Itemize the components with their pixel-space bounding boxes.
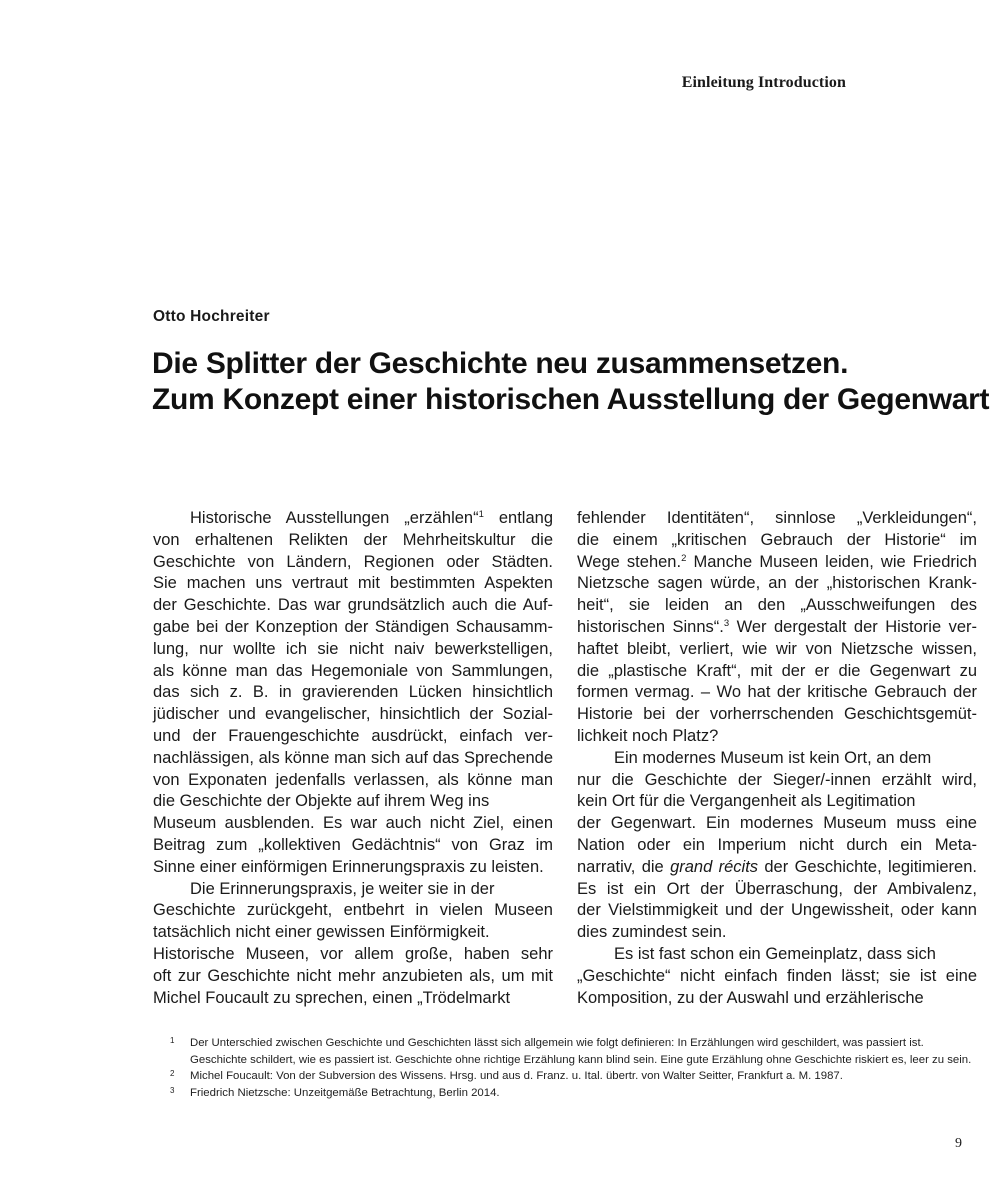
footnote bbox=[170, 1085, 970, 1102]
text-line: von erhaltenen Relikten der Mehrheitskultur die bbox=[153, 530, 553, 549]
text-line: lung, nur wollte ich sie nicht naiv bewerkstelligen, bbox=[153, 639, 553, 658]
text-line: historischen Sinns“.$^3$ Wer dergestalt der Historie ver- bbox=[577, 617, 978, 636]
footnote-number: 1 bbox=[170, 1036, 175, 1045]
text-line: Komposition, zu der Auswahl und erzählerische bbox=[577, 988, 924, 1007]
text-line: Historie bei der vorherrschenden Geschichtsgemüt- bbox=[577, 705, 977, 724]
text-line: „Geschichte“ nicht einfach finden lässt; sie ist eine bbox=[577, 966, 977, 985]
footnote bbox=[170, 1068, 970, 1085]
title-line: Die Splitter der Geschichte neu zusammensetzen. bbox=[152, 347, 849, 380]
text-line: tatsächlich nicht einer gewissen Einförmigkeit. bbox=[153, 923, 490, 942]
footnotes bbox=[170, 1035, 970, 1101]
text-line: gabe bei der Konzeption der Ständigen Schausamm- bbox=[153, 617, 553, 636]
italic-term: grand récits bbox=[670, 857, 759, 876]
text-line: nachlässigen, als könne man sich auf das Sprechende bbox=[153, 748, 553, 767]
text-line: formen vermag. – Wo hat der kritische Gebrauch der bbox=[577, 683, 977, 702]
title-line: Zum Konzept einer historischen Ausstellung der Gegenwart bbox=[152, 383, 990, 416]
text-line: Museum ausblenden. Es war auch nicht Ziel, einen bbox=[153, 814, 553, 833]
footnote-number: 2 bbox=[170, 1069, 175, 1078]
footnote-line: Der Unterschied zwischen Geschichte und Geschichten lässt sich allgemein wie folgt definieren: In Erzählungen wird geschildert, was passiert ist. bbox=[190, 1037, 924, 1049]
text-line: Es ist fast schon ein Gemeinplatz, dass sich bbox=[614, 944, 936, 963]
text-line: Beitrag zum „kollektiven Gedächtnis“ von Graz im bbox=[153, 835, 553, 854]
footnote-line: Michel Foucault: Von der Subversion des Wissens. Hrsg. und aus d. Franz. u. Ital. übertr. von Walter Seitter, Frankfurt a. M. 1987. bbox=[190, 1070, 843, 1082]
footnote-ref[interactable]: 2 bbox=[681, 552, 687, 564]
text-line: Die Erinnerungspraxis, je weiter sie in der bbox=[190, 879, 495, 898]
text-line: der Geschichte. Das war grundsätzlich auch die Auf- bbox=[153, 596, 553, 615]
footnote-line: Friedrich Nietzsche: Unzeitgemäße Betrachtung, Berlin 2014. bbox=[190, 1086, 500, 1099]
text-line: dies zumindest sein. bbox=[577, 923, 727, 942]
text-line: narrativ, die grand récits der Geschichte, legitimieren. bbox=[577, 857, 977, 876]
text-line: und der Frauengeschichte ausdrückt, einfach ver- bbox=[153, 726, 553, 745]
text-line: Nietzsche sagen würde, an der „historischen Krank- bbox=[577, 574, 977, 593]
text-line: heit“, sie leiden an den „Ausschweifungen des bbox=[577, 596, 977, 615]
body-column-right bbox=[577, 508, 977, 1009]
article-title bbox=[152, 346, 990, 418]
text-line: das sich z. B. in gravierenden Lücken hinsichtlich bbox=[153, 683, 553, 702]
text-line: die Geschichte der Objekte auf ihrem Weg ins bbox=[153, 792, 490, 811]
text-line: Sie machen uns vertraut mit bestimmten Aspekten bbox=[153, 574, 553, 593]
footnote-line: Geschichte schildert, wie es passiert ist. Geschichte ohne richtige Erzählung kann blind sein. Eine gute Erzählung ohne Geschichte riskiert es, leer zu sein. bbox=[190, 1053, 972, 1066]
text-line: der Gegenwart. Ein modernes Museum muss eine bbox=[577, 814, 977, 833]
text-line: oft zur Geschichte nicht mehr anzubieten als, um mit bbox=[153, 966, 553, 985]
text-line: jüdischer und evangelischer, hinsichtlich der Sozial- bbox=[153, 705, 553, 724]
text-line: Wege stehen.$^2$ Manche Museen leiden, wie Friedrich bbox=[577, 552, 977, 571]
text-line: haftet bleibt, verliert, wie wir von Nietzsche wissen, bbox=[577, 639, 977, 658]
footnote bbox=[170, 1035, 970, 1068]
text-line: Historische Museen, vor allem große, haben sehr bbox=[153, 944, 553, 963]
page-number: 9 bbox=[955, 1136, 962, 1151]
running-head: Einleitung Introduction bbox=[681, 74, 846, 91]
footnote-number: 3 bbox=[170, 1085, 175, 1095]
text-line: kein Ort für die Vergangenheit als Legitimation bbox=[577, 792, 916, 811]
text-line: die „plastische Kraft“, mit der er die Gegenwart zu bbox=[577, 661, 977, 680]
body-column-left bbox=[153, 508, 553, 1009]
text-line: die einem „kritischen Gebrauch der Historie“ im bbox=[577, 530, 977, 549]
text-line: nur die Geschichte der Sieger/-innen erzählt wird, bbox=[577, 770, 977, 789]
text-line: fehlender Identitäten“, sinnlose „Verkleidungen“, bbox=[577, 509, 977, 527]
text-line: von Exponaten jedenfalls verlassen, als könne man bbox=[153, 770, 553, 789]
footnote-ref[interactable]: 3 bbox=[723, 617, 730, 629]
text-line: Ein modernes Museum ist kein Ort, an dem bbox=[614, 748, 932, 767]
footnote-ref[interactable]: 1 bbox=[478, 509, 484, 520]
text-line: Nation oder ein Imperium nicht durch ein Meta- bbox=[577, 835, 977, 854]
text-line: der Vielstimmigkeit und der Ungewissheit, oder kann bbox=[577, 901, 977, 920]
text-line: Geschichte von Ländern, Regionen oder Städten. bbox=[153, 552, 553, 571]
text-line: Es ist ein Ort der Überraschung, der Ambivalenz, bbox=[577, 879, 977, 898]
text-line: Sinne einer einförmigen Erinnerungspraxis zu leisten. bbox=[153, 857, 544, 876]
text-line: Michel Foucault zu sprechen, einen „Trödelmarkt bbox=[153, 988, 511, 1007]
text-line: Geschichte zurückgeht, entbehrt in vielen Museen bbox=[153, 901, 553, 920]
text-line: lichkeit noch Platz? bbox=[577, 726, 719, 745]
text-line: Historische Ausstellungen „erzählen“$^1$ entlang bbox=[190, 509, 553, 527]
text-line: als könne man das Hegemoniale von Sammlungen, bbox=[153, 661, 553, 680]
author-name: Otto Hochreiter bbox=[153, 308, 270, 325]
